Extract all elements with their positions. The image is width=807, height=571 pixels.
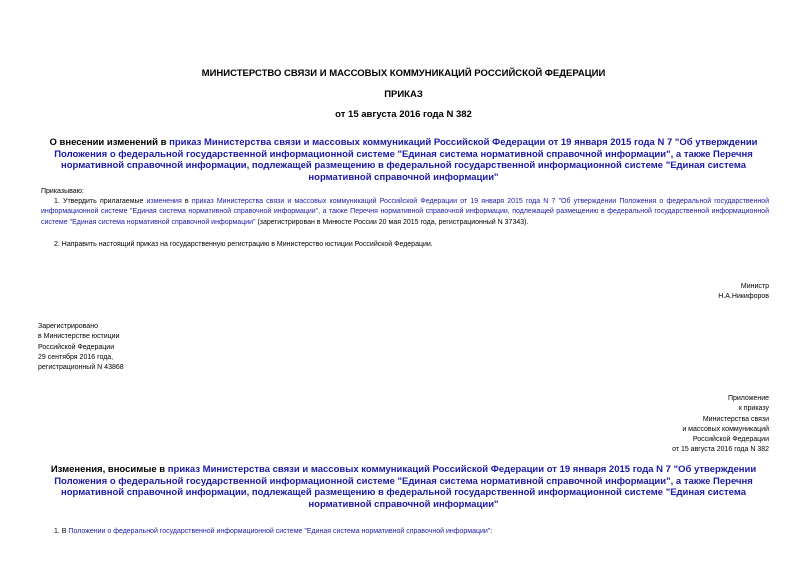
doc-date-number: от 15 августа 2016 года N 382 bbox=[335, 109, 472, 120]
paragraph-1-start: 1. Утвердить прилагаемые bbox=[54, 198, 147, 205]
appendix-line: от 15 августа 2016 года N 382 bbox=[672, 446, 769, 454]
ministry-heading: МИНИСТЕРСТВО СВЯЗИ И МАССОВЫХ КОММУНИКАЦИЙ РОССИЙСКОЙ ФЕДЕРАЦИИ bbox=[201, 68, 606, 79]
signature-name: Н.А.Никифоров bbox=[718, 293, 769, 300]
order-word: Приказываю: bbox=[41, 188, 84, 195]
changes-title-link[interactable]: приказ Министерства связи и массовых коммуникаций Российской Федерации от 19 января 2015 года N 7 "Об утверждении Положения о федеральной государственной информационной системе "Единая система нормативной справочной информации", а также Перечня нормативной справочной информации, подлежащей размещению в федеральной государственной информационной системе "Единая система нормативной справочной информации" bbox=[54, 464, 757, 510]
changes-link[interactable]: изменения bbox=[146, 198, 182, 205]
appendix-line: Министерства связи bbox=[702, 415, 769, 423]
appendix-line: и массовых коммуникаций bbox=[682, 425, 769, 433]
registration-line: регистрационный N 43868 bbox=[38, 364, 124, 372]
paragraph-1-mid: в bbox=[181, 198, 192, 205]
registration-block bbox=[38, 322, 124, 373]
item-1-start: 1. В bbox=[54, 528, 69, 535]
registration-line: в Министерстве юстиции bbox=[38, 333, 120, 341]
paragraph-1-end: (зарегистрирован в Минюсте России 20 мая 2015 года, регистрационный N 37343). bbox=[255, 218, 529, 226]
document-title-prefix: О внесении изменений в bbox=[49, 137, 170, 148]
doc-type-heading: ПРИКАЗ bbox=[384, 89, 423, 100]
signature-position: Министр bbox=[740, 283, 769, 290]
item-1-end: : bbox=[490, 528, 493, 535]
appendix-block bbox=[560, 394, 769, 456]
registration-line: Зарегистрировано bbox=[38, 323, 98, 330]
changes-title-prefix: Изменения, вносимые в bbox=[50, 464, 168, 475]
appendix-line: Приложение bbox=[727, 395, 769, 402]
appendix-line: к приказу bbox=[738, 405, 769, 413]
document-title-link[interactable]: приказ Министерства связи и массовых коммуникаций Российской Федерации от 19 января 2015 года N 7 "Об утверждении Положения о федеральной государственной информационной системе "Единая система нормативной справочной информации", а также Перечня нормативной справочной информации, подлежащей размещению в федеральной государственной информационной системе "Единая система нормативной справочной информации" bbox=[54, 137, 758, 183]
item-1 bbox=[54, 527, 492, 537]
appendix-line: Российской Федерации bbox=[692, 436, 769, 444]
registration-line: Российской Федерации bbox=[38, 343, 115, 351]
registration-line: 29 сентября 2016 года, bbox=[38, 353, 114, 361]
paragraph-2: 2. Направить настоящий приказ на государственную регистрацию в Министерство юстиции Российской Федерации. bbox=[54, 241, 433, 248]
changes-title bbox=[36, 464, 771, 510]
document-title bbox=[36, 137, 771, 183]
regulation-link[interactable]: Положении о федеральной государственной информационной системе "Единая система нормативной справочной информации" bbox=[68, 528, 491, 535]
order-link[interactable]: приказ Министерства связи и массовых коммуникаций Российской Федерации от 19 января 2015 года N 7 "Об утверждении Положения о федеральной государственной информационной системе "Единая система нормативной справочной информации", а также Перечня нормативной справочной информации, подлежащей размещению в федеральной государственной информационной системе "Единая система нормативной справочной информации" bbox=[41, 198, 769, 226]
paragraph-1 bbox=[41, 197, 769, 228]
